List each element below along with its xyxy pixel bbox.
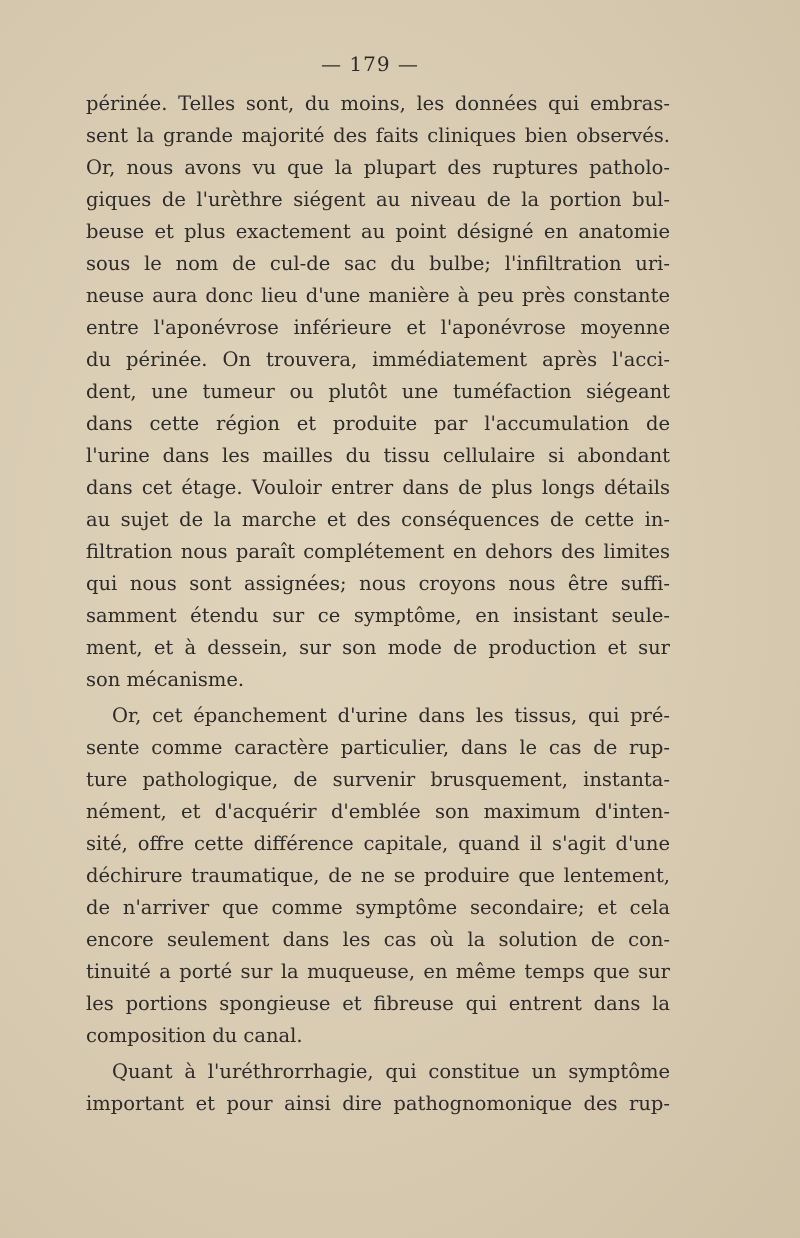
text-line: les portions spongieuse et fibreuse qui entrent dans la <box>86 992 670 1015</box>
text-line: sente comme caractère particulier, dans le cas de rup- <box>86 736 670 759</box>
text-line: dans cette région et produite par l'accumulation de <box>86 412 670 435</box>
text-line: giques de l'urèthre siégent au niveau de la portion bul- <box>86 188 670 211</box>
text-line: tinuité a porté sur la muqueuse, en même temps que sur <box>86 960 670 983</box>
text-line: déchirure traumatique, de ne se produire que lentement, <box>86 864 670 887</box>
text-line: neuse aura donc lieu d'une manière à peu près constante <box>86 284 670 307</box>
text-line: important et pour ainsi dire pathognomonique des rup- <box>86 1092 670 1115</box>
text-line: beuse et plus exactement au point désigné en anatomie <box>86 220 670 243</box>
text-line: ture pathologique, de survenir brusquement, instanta- <box>86 768 670 791</box>
text-line: samment étendu sur ce symptôme, en insistant seule- <box>86 604 670 627</box>
text-line: filtration nous paraît complétement en dehors des limites <box>86 540 670 563</box>
text-line: sous le nom de cul-de sac du bulbe; l'infiltration uri- <box>86 252 670 275</box>
text-line: sité, offre cette différence capitale, quand il s'agit d'une <box>86 832 670 855</box>
text-line: ment, et à dessein, sur son mode de production et sur <box>86 636 670 659</box>
text-line: dent, une tumeur ou plutôt une tuméfaction siégeant <box>86 380 670 403</box>
text-line: nément, et d'acquérir d'emblée son maximum d'inten- <box>86 800 670 823</box>
text-line: entre l'aponévrose inférieure et l'aponévrose moyenne <box>86 316 670 339</box>
text-line: qui nous sont assignées; nous croyons nous être suffi- <box>86 572 670 595</box>
text-line: périnée. Telles sont, du moins, les données qui embras- <box>86 92 670 115</box>
text-line: au sujet de la marche et des conséquences de cette in- <box>86 508 670 531</box>
text-line: de n'arriver que comme symptôme secondaire; et cela <box>86 896 670 919</box>
text-line: du périnée. On trouvera, immédiatement après l'acci- <box>86 348 670 371</box>
text-line: Or, cet épanchement d'urine dans les tissus, qui pré- <box>112 704 670 727</box>
text-line: encore seulement dans les cas où la solution de con- <box>86 928 670 951</box>
text-line: Quant à l'uréthrorrhagie, qui constitue un symptôme <box>112 1060 670 1083</box>
text-line: Or, nous avons vu que la plupart des ruptures patholo- <box>86 156 670 179</box>
text-line: dans cet étage. Vouloir entrer dans de plus longs détails <box>86 476 670 499</box>
text-line: l'urine dans les mailles du tissu cellulaire si abondant <box>86 444 670 467</box>
page-number: — 179 — <box>321 52 419 76</box>
text-line: sent la grande majorité des faits cliniques bien observés. <box>86 124 670 147</box>
text-line: son mécanisme. <box>86 668 245 691</box>
text-line: composition du canal. <box>86 1024 303 1047</box>
